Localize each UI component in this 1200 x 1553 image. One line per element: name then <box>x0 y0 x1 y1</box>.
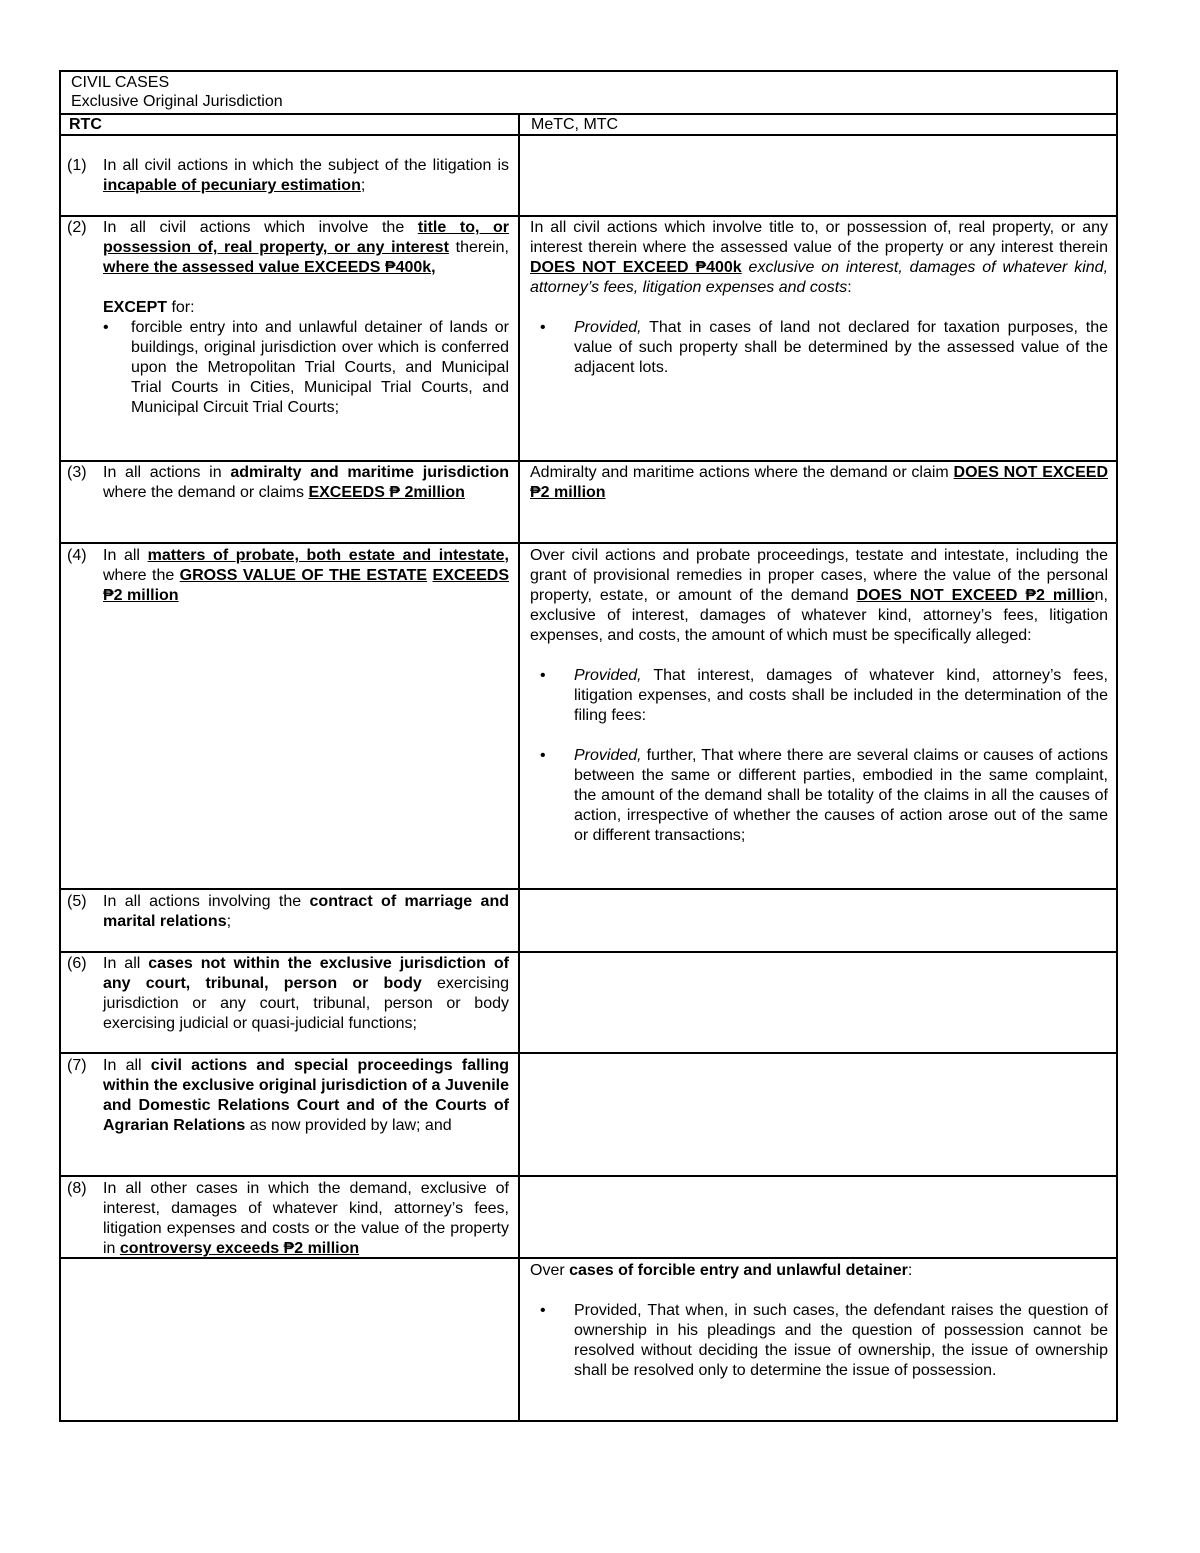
except-label: EXCEPT <box>103 299 168 316</box>
mtc-row-9: Over cases of forcible entry and unlawful detainer: • Provided, That when, in such cases, the defendant raises the question of ownership in his pleadings and the question of possession cannot be resolved without deciding the issue of ownership, the issue of ownership shall be resolved only to determine the issue of possession. <box>530 1262 1108 1379</box>
bullet-icon: • <box>540 1302 546 1319</box>
bullet-icon: • <box>103 319 109 336</box>
table-title: CIVIL CASES <box>71 74 170 91</box>
column-divider <box>518 136 520 1420</box>
rtc-row-2: (2) In all civil actions which involve the title to, or possession of, real property, or any interest therein, where the assessed value EXCEEDS ₱400k, EXCEPT for: • forcible entry into and unlawful detainer of lands or buildings, original jurisdiction over which is conferred upon the Metropolitan Trial Courts, and Municipal Trial Courts in Cities, Municipal Trial Courts, and Municipal Circuit Trial Courts; <box>67 219 510 416</box>
bullet-icon: • <box>540 747 546 764</box>
row-divider <box>61 888 1116 890</box>
row-divider <box>61 1052 1116 1054</box>
list-item: • Provided, That in cases of land not declared for taxation purposes, the value of such property shall be determined by the assessed value of the adjacent lots. <box>540 319 1108 376</box>
list-item: • forcible entry into and unlawful detainer of lands or buildings, original jurisdiction over which is conferred upon the Metropolitan Trial Courts, and Municipal Trial Courts in Cities, Municipal Trial Courts, and Municipal Circuit Trial Courts; <box>103 319 509 416</box>
row-number: (8) <box>67 1180 87 1197</box>
rtc-row-5: (5) In all actions involving the contract of marriage and marital relations; <box>67 893 509 930</box>
row-divider <box>61 951 1116 953</box>
list-item: • Provided, further, That where there are several claims or causes of actions between the same or different parties, embodied in the same complaint, the amount of the demand shall be totality of the claims in all the causes of action, irrespective of whether the causes of action arose out of the same or different transactions; <box>540 747 1108 844</box>
rtc-row-1: (1) In all civil actions in which the subject of the litigation is incapable of pecuniary estimation; <box>67 157 509 194</box>
emphasis: incapable of pecuniary estimation <box>103 177 361 194</box>
rtc-row-8: (8) In all other cases in which the demand, exclusive of interest, damages of whatever kind, attorney’s fees, litigation expenses and costs or the value of the property in controversy exceeds ₱2 million <box>67 1180 509 1257</box>
row-divider <box>61 542 1116 544</box>
rtc-row-7: (7) In all civil actions and special proceedings falling within the exclusive original jurisdiction of a Juvenile and Domestic Relations Court and of the Courts of Agrarian Relations as now provided by law; and <box>67 1057 509 1134</box>
row-number: (1) <box>67 157 87 174</box>
row-number: (3) <box>67 464 87 481</box>
list-item: • Provided, That when, in such cases, the defendant raises the question of ownership in his pleadings and the question of possession cannot be resolved without deciding the issue of ownership, the issue of ownership shall be resolved only to determine the issue of possession. <box>540 1302 1108 1379</box>
row-number: (2) <box>67 219 87 236</box>
mtc-row-4: Over civil actions and probate proceedings, testate and intestate, including the grant of provisional remedies in proper cases, where the value of the personal property, estate, or amount of the demand DOES NOT EXCEED ₱2 million, exclusive of interest, damages of whatever kind, attorney’s fees, litigation expenses, and costs, the amount of which must be specifically alleged: • Provided, That interest, damages of whatever kind, attorney’s fees, litigation expenses, and costs shall be included in the determination of the filing fees: • Provided, further, That where there are several claims or causes of actions between the same or different parties, embodied in the same complaint, the amount of the demand shall be totality of the claims in all the causes of action, irrespective of whether the causes of action arose out of the same or different transactions; <box>530 547 1108 844</box>
table-subtitle: Exclusive Original Jurisdiction <box>71 93 283 110</box>
mtc-row-2: In all civil actions which involve title to, or possession of, real property, or any interest therein where the assessed value of the property or any interest therein DOES NOT EXCEED ₱400k exclusive on interest, damages of whatever kind, attorney’s fees, litigation expenses and costs: • Provided, That in cases of land not declared for taxation purposes, the value of such property shall be determined by the assessed value of the adjacent lots. <box>530 219 1109 376</box>
row-number: (6) <box>67 955 87 972</box>
row-number: (5) <box>67 893 87 910</box>
column-header-metc-mtc: MeTC, MTC <box>520 115 1118 136</box>
row-divider <box>61 1175 1116 1177</box>
column-header-rtc: RTC <box>61 115 520 136</box>
rtc-row-4: (4) In all matters of probate, both estate and intestate, where the GROSS VALUE OF THE ESTATE EXCEEDS ₱2 million <box>67 547 509 604</box>
bullet-icon: • <box>540 319 546 336</box>
row-number: (7) <box>67 1057 87 1074</box>
mtc-row-3: Admiralty and maritime actions where the demand or claim DOES NOT EXCEED ₱2 million <box>530 464 1108 501</box>
rtc-row-3: (3) In all actions in admiralty and maritime jurisdiction where the demand or claims EXCEEDS ₱ 2million <box>67 464 510 501</box>
row-divider <box>61 460 1116 462</box>
jurisdiction-table <box>59 70 1118 1422</box>
list-item: • Provided, That interest, damages of whatever kind, attorney’s fees, litigation expenses, and costs shall be included in the determination of the filing fees: <box>540 667 1108 724</box>
rtc-row-6: (6) In all cases not within the exclusive jurisdiction of any court, tribunal, person or body exercising jurisdiction or any court, tribunal, person or body exercising judicial or quasi-judicial functions; <box>67 955 509 1032</box>
bullet-icon: • <box>540 667 546 684</box>
row-divider <box>61 215 1116 217</box>
table-header <box>61 72 1116 115</box>
row-number: (4) <box>67 547 87 564</box>
